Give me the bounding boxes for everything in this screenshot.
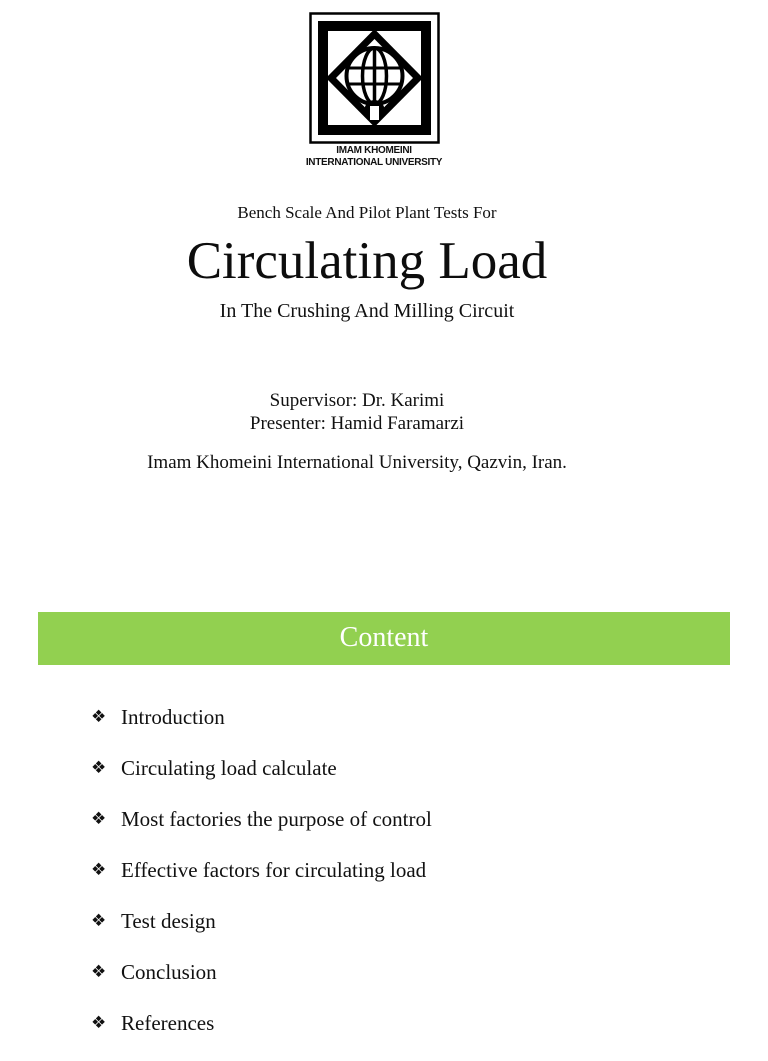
subtitle: In The Crushing And Milling Circuit bbox=[219, 300, 515, 322]
list-item bbox=[91, 857, 432, 908]
university-emblem-icon bbox=[309, 12, 440, 144]
list-item-label: Most factories the purpose of control bbox=[121, 807, 432, 831]
list-item-label: Conclusion bbox=[121, 960, 217, 984]
supervisor-line: Supervisor: Dr. Karimi bbox=[269, 390, 445, 411]
list-item-label: Circulating load calculate bbox=[121, 756, 337, 780]
pre-title: Bench Scale And Pilot Plant Tests For bbox=[237, 203, 497, 222]
list-item bbox=[91, 908, 432, 959]
diamond-bullet-icon: ❖ bbox=[91, 809, 107, 829]
university-line: Imam Khomeini International University, Qazvin, Iran. bbox=[147, 452, 567, 473]
presenter-line: Presenter: Hamid Faramarzi bbox=[249, 413, 465, 434]
list-item bbox=[91, 806, 432, 857]
logo-caption-line2: INTERNATIONAL UNIVERSITY bbox=[305, 156, 443, 169]
diamond-bullet-icon: ❖ bbox=[91, 860, 107, 880]
list-item bbox=[91, 1010, 432, 1061]
diamond-bullet-icon: ❖ bbox=[91, 758, 107, 778]
content-heading-banner bbox=[38, 612, 730, 665]
content-heading: Content bbox=[339, 622, 429, 653]
diamond-bullet-icon: ❖ bbox=[91, 707, 107, 727]
diamond-bullet-icon: ❖ bbox=[91, 911, 107, 931]
list-item bbox=[91, 704, 432, 755]
list-item-label: Introduction bbox=[121, 705, 225, 729]
page-title: Circulating Load bbox=[186, 232, 548, 290]
list-item bbox=[91, 755, 432, 806]
diamond-bullet-icon: ❖ bbox=[91, 1013, 107, 1033]
list-item-label: Effective factors for circulating load bbox=[121, 858, 427, 882]
list-item-label: Test design bbox=[121, 909, 216, 933]
logo-caption-line1: IMAM KHOMEINI bbox=[336, 144, 412, 157]
diamond-bullet-icon: ❖ bbox=[91, 962, 107, 982]
content-list bbox=[91, 704, 432, 1061]
list-item bbox=[91, 959, 432, 1010]
list-item-label: References bbox=[121, 1011, 215, 1035]
